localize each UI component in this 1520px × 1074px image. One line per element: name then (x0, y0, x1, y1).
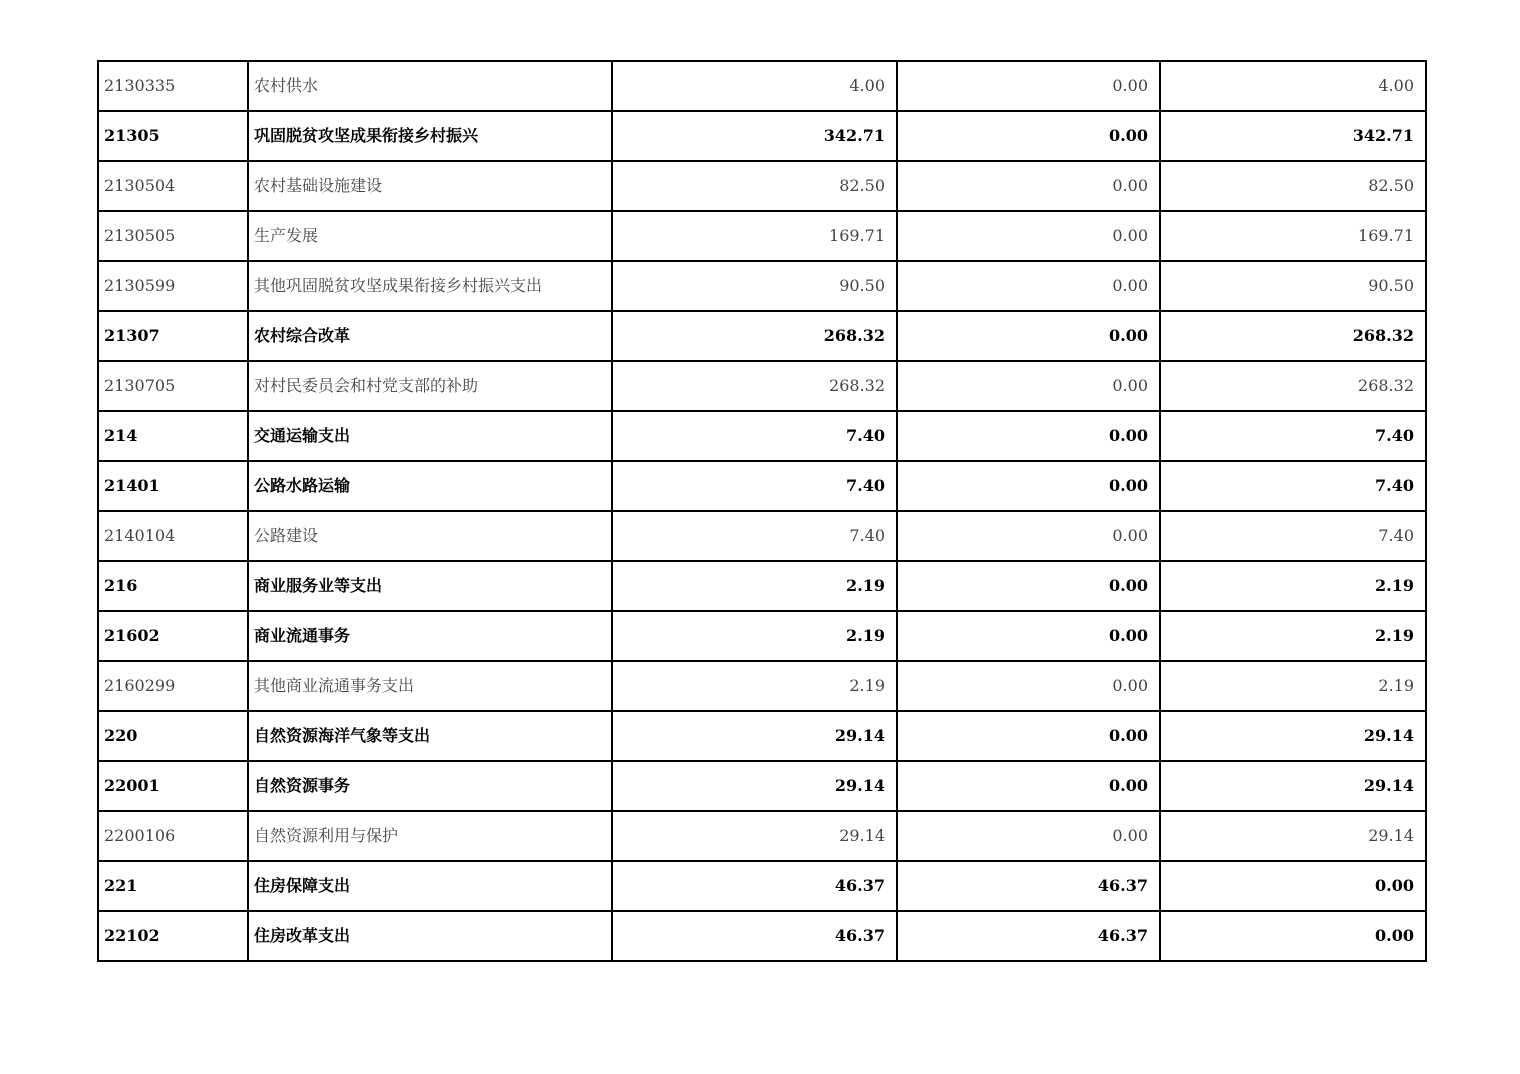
subject-code-cell: 2140104 (98, 511, 248, 561)
subject-name-cell: 其他商业流通事务支出 (248, 661, 612, 711)
project-expenditure-cell: 2.19 (1160, 661, 1426, 711)
total-amount-cell: 169.71 (612, 211, 897, 261)
subject-name-cell: 住房保障支出 (248, 861, 612, 911)
total-amount-cell: 82.50 (612, 161, 897, 211)
project-expenditure-cell: 29.14 (1160, 811, 1426, 861)
subject-name-cell: 商业流通事务 (248, 611, 612, 661)
project-expenditure-cell: 268.32 (1160, 311, 1426, 361)
basic-expenditure-cell: 46.37 (897, 861, 1160, 911)
total-amount-cell: 46.37 (612, 861, 897, 911)
table-row (98, 761, 1426, 811)
subject-name-cell: 农村供水 (248, 61, 612, 111)
subject-name-cell: 农村基础设施建设 (248, 161, 612, 211)
basic-expenditure-cell: 0.00 (897, 411, 1160, 461)
table-row (98, 711, 1426, 761)
basic-expenditure-cell: 46.37 (897, 911, 1160, 961)
project-expenditure-cell: 2.19 (1160, 611, 1426, 661)
table-row (98, 111, 1426, 161)
subject-code-cell: 2130599 (98, 261, 248, 311)
table-body (98, 61, 1426, 961)
table-row (98, 161, 1426, 211)
basic-expenditure-cell: 0.00 (897, 611, 1160, 661)
table-row (98, 561, 1426, 611)
total-amount-cell: 29.14 (612, 761, 897, 811)
subject-code-cell: 2130335 (98, 61, 248, 111)
basic-expenditure-cell: 0.00 (897, 111, 1160, 161)
basic-expenditure-cell: 0.00 (897, 661, 1160, 711)
basic-expenditure-cell: 0.00 (897, 261, 1160, 311)
basic-expenditure-cell: 0.00 (897, 761, 1160, 811)
table-row (98, 311, 1426, 361)
subject-code-cell: 21401 (98, 461, 248, 511)
project-expenditure-cell: 2.19 (1160, 561, 1426, 611)
table-row (98, 261, 1426, 311)
total-amount-cell: 46.37 (612, 911, 897, 961)
project-expenditure-cell: 29.14 (1160, 711, 1426, 761)
subject-name-cell: 交通运输支出 (248, 411, 612, 461)
table-row (98, 411, 1426, 461)
project-expenditure-cell: 29.14 (1160, 761, 1426, 811)
subject-code-cell: 22001 (98, 761, 248, 811)
basic-expenditure-cell: 0.00 (897, 311, 1160, 361)
subject-code-cell: 2130505 (98, 211, 248, 261)
subject-name-cell: 自然资源事务 (248, 761, 612, 811)
table-row (98, 361, 1426, 411)
project-expenditure-cell: 7.40 (1160, 511, 1426, 561)
table-row (98, 61, 1426, 111)
subject-name-cell: 公路建设 (248, 511, 612, 561)
subject-code-cell: 220 (98, 711, 248, 761)
table-row (98, 661, 1426, 711)
budget-expenditure-table (97, 60, 1427, 962)
subject-code-cell: 21307 (98, 311, 248, 361)
total-amount-cell: 2.19 (612, 561, 897, 611)
project-expenditure-cell: 82.50 (1160, 161, 1426, 211)
subject-code-cell: 21602 (98, 611, 248, 661)
total-amount-cell: 268.32 (612, 361, 897, 411)
subject-code-cell: 2130705 (98, 361, 248, 411)
table-row (98, 861, 1426, 911)
basic-expenditure-cell: 0.00 (897, 811, 1160, 861)
total-amount-cell: 2.19 (612, 611, 897, 661)
total-amount-cell: 29.14 (612, 711, 897, 761)
total-amount-cell: 342.71 (612, 111, 897, 161)
total-amount-cell: 4.00 (612, 61, 897, 111)
subject-name-cell: 巩固脱贫攻坚成果衔接乡村振兴 (248, 111, 612, 161)
subject-name-cell: 公路水路运输 (248, 461, 612, 511)
subject-code-cell: 2160299 (98, 661, 248, 711)
subject-code-cell: 214 (98, 411, 248, 461)
subject-code-cell: 216 (98, 561, 248, 611)
subject-name-cell: 对村民委员会和村党支部的补助 (248, 361, 612, 411)
project-expenditure-cell: 268.32 (1160, 361, 1426, 411)
basic-expenditure-cell: 0.00 (897, 161, 1160, 211)
project-expenditure-cell: 342.71 (1160, 111, 1426, 161)
subject-name-cell: 住房改革支出 (248, 911, 612, 961)
project-expenditure-cell: 90.50 (1160, 261, 1426, 311)
total-amount-cell: 90.50 (612, 261, 897, 311)
total-amount-cell: 2.19 (612, 661, 897, 711)
subject-name-cell: 生产发展 (248, 211, 612, 261)
total-amount-cell: 7.40 (612, 511, 897, 561)
subject-name-cell: 其他巩固脱贫攻坚成果衔接乡村振兴支出 (248, 261, 612, 311)
basic-expenditure-cell: 0.00 (897, 711, 1160, 761)
basic-expenditure-cell: 0.00 (897, 361, 1160, 411)
table-row (98, 461, 1426, 511)
project-expenditure-cell: 4.00 (1160, 61, 1426, 111)
subject-name-cell: 商业服务业等支出 (248, 561, 612, 611)
subject-name-cell: 自然资源利用与保护 (248, 811, 612, 861)
total-amount-cell: 268.32 (612, 311, 897, 361)
basic-expenditure-cell: 0.00 (897, 461, 1160, 511)
subject-code-cell: 2200106 (98, 811, 248, 861)
table-row (98, 211, 1426, 261)
table-row (98, 911, 1426, 961)
subject-code-cell: 2130504 (98, 161, 248, 211)
total-amount-cell: 29.14 (612, 811, 897, 861)
subject-name-cell: 自然资源海洋气象等支出 (248, 711, 612, 761)
project-expenditure-cell: 7.40 (1160, 461, 1426, 511)
basic-expenditure-cell: 0.00 (897, 561, 1160, 611)
subject-code-cell: 22102 (98, 911, 248, 961)
table-row (98, 511, 1426, 561)
subject-name-cell: 农村综合改革 (248, 311, 612, 361)
basic-expenditure-cell: 0.00 (897, 61, 1160, 111)
project-expenditure-cell: 7.40 (1160, 411, 1426, 461)
subject-code-cell: 221 (98, 861, 248, 911)
total-amount-cell: 7.40 (612, 461, 897, 511)
subject-code-cell: 21305 (98, 111, 248, 161)
table-row (98, 811, 1426, 861)
basic-expenditure-cell: 0.00 (897, 511, 1160, 561)
project-expenditure-cell: 169.71 (1160, 211, 1426, 261)
table-row (98, 611, 1426, 661)
total-amount-cell: 7.40 (612, 411, 897, 461)
project-expenditure-cell: 0.00 (1160, 861, 1426, 911)
project-expenditure-cell: 0.00 (1160, 911, 1426, 961)
basic-expenditure-cell: 0.00 (897, 211, 1160, 261)
